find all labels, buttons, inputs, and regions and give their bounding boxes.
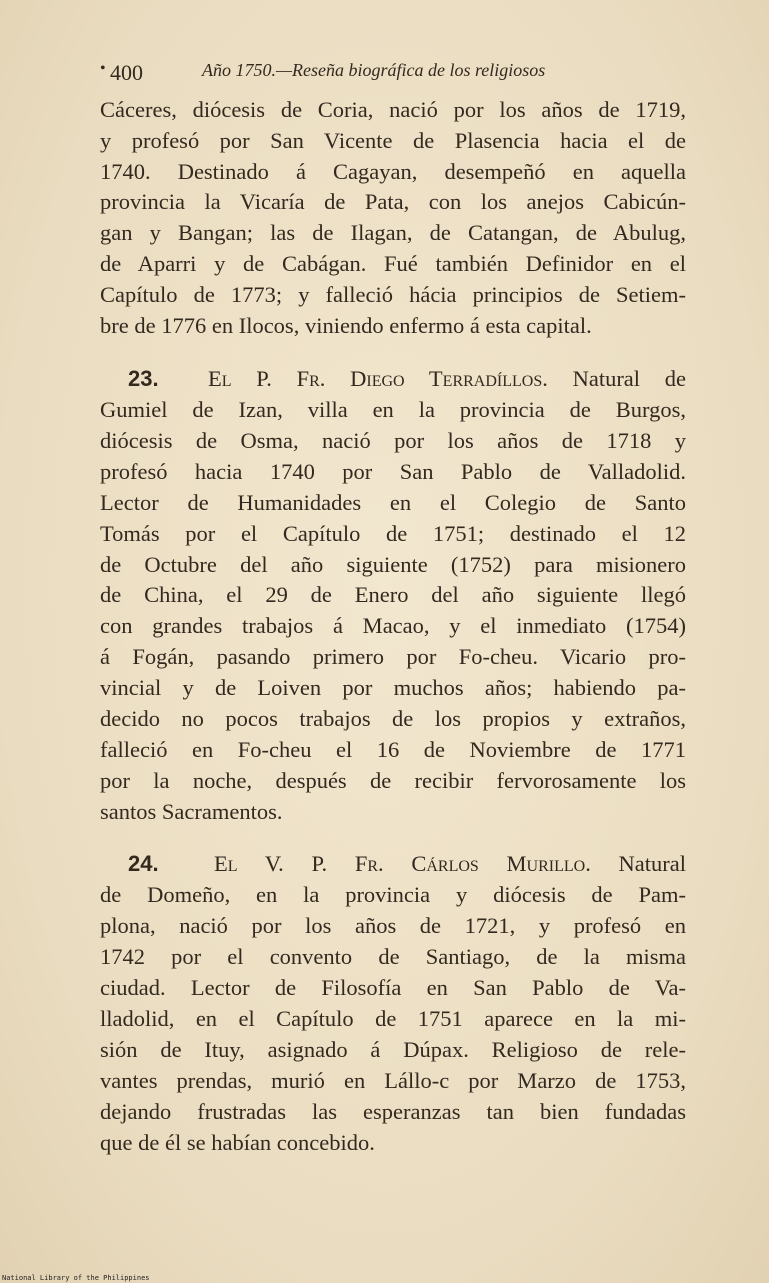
text-line: dejando frustradas las esperanzas tan bien fundadas [100, 1099, 686, 1124]
text-line: de China, el 29 de Enero del año siguiente llegó [100, 582, 686, 608]
entry-24-number: 24. [128, 851, 159, 876]
entry-23-first-line [128, 364, 686, 394]
text-line: gan y Bangan; las de Ilagan, de Catangan, de Abulug, [100, 220, 686, 246]
page-number: 400 [110, 60, 143, 85]
entry-23-first-line-rest: Natural de [572, 366, 686, 391]
text-line: bre de 1776 en Ilocos, viniendo enfermo á esta capital. [100, 312, 592, 338]
text-line: sión de Ituy, asignado á Dúpax. Religioso de rele- [100, 1037, 686, 1062]
text-line: de Aparri y de Cabágan. Fué también Definidor en el [100, 251, 686, 276]
running-title: Año 1750.—Reseña biográfica de los religiosos [202, 60, 546, 80]
library-watermark: National Library of the Philippines [2, 1274, 150, 1282]
text-line: vantes prendas, murió en Lállo-c por Marzo de 1753, [100, 1068, 686, 1093]
text-line: decido no pocos trabajos de los propios y extraños, [100, 706, 686, 731]
text-line: falleció en Fo-cheu el 16 de Noviembre de 1771 [100, 736, 686, 762]
entry-23-number: 23. [128, 366, 159, 391]
text-line: con grandes trabajos á Macao, y el inmediato (1754) [100, 613, 686, 639]
text-line: Capítulo de 1773; y falleció hácia principios de Setiem- [100, 281, 686, 307]
text-line: por la noche, después de recibir fervorosamente los [100, 767, 686, 793]
entry-23-name: El P. Fr. Diego Terradíllos. [208, 366, 548, 391]
header-dot: • [100, 60, 106, 77]
text-line: de Octubre del año siguiente (1752) para misionero [100, 551, 686, 577]
text-line: lladolid, en el Capítulo de 1751 aparece en la mi- [100, 1006, 686, 1031]
text-line: ciudad. Lector de Filosofía en San Pablo de Va- [100, 975, 686, 1000]
entry-24-first-line-rest: Natural [618, 851, 687, 876]
text-line: Cáceres, diócesis de Coria, nació por los años de 1719, [100, 97, 686, 122]
text-line: á Fogán, pasando primero por Fo-cheu. Vicario pro- [100, 644, 686, 670]
text-line: vincial y de Loiven por muchos años; habiendo pa- [100, 675, 686, 701]
text-line: Gumiel de Izan, villa en la provincia de Burgos, [100, 397, 686, 422]
text-line: y profesó por San Vicente de Plasencia hacia el de [100, 127, 686, 153]
text-line: diócesis de Osma, nació por los años de 1718 y [100, 427, 686, 453]
text-line: que de él se habían concebido. [100, 1130, 375, 1155]
page-header [100, 58, 700, 88]
text-line: Lector de Humanidades en el Colegio de Santo [100, 489, 686, 515]
text-line: profesó hacia 1740 por San Pablo de Valladolid. [100, 458, 686, 484]
text-line: 1740. Destinado á Cagayan, desempeñó en aquella [100, 158, 686, 184]
text-line: plona, nació por los años de 1721, y profesó en [100, 913, 686, 938]
entry-24-name: El V. P. Fr. Cárlos Murillo. [214, 851, 591, 876]
text-line: provincia la Vicaría de Pata, con los anejos Cabicún- [100, 189, 686, 215]
text-line: de Domeño, en la provincia y diócesis de Pam- [100, 882, 686, 907]
entry-24-first-line [128, 849, 686, 879]
text-line: Tomás por el Capítulo de 1751; destinado el 12 [100, 520, 686, 546]
text-line: santos Sacramentos. [100, 798, 283, 824]
text-line: 1742 por el convento de Santiago, de la misma [100, 944, 686, 969]
